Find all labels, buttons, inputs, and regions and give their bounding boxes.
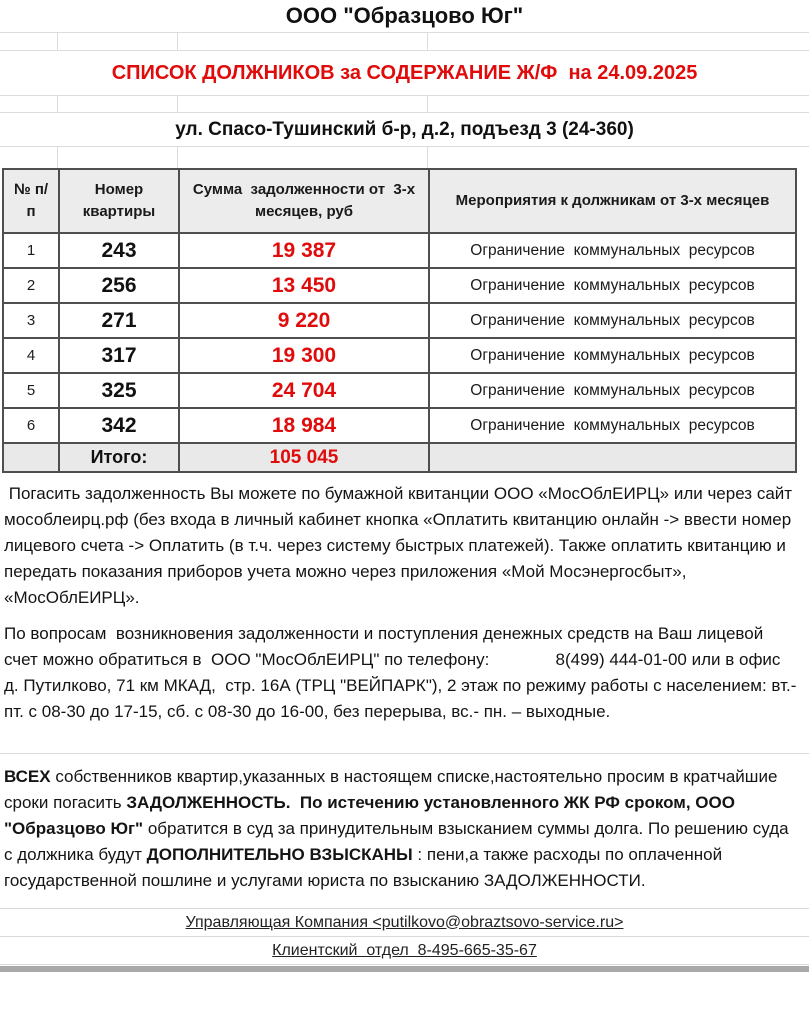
warning-text-run: собственников квартир,указанных в настоящем списке,настоятельно просим в кратчайшие сроки погасить	[4, 767, 783, 812]
apartment-number: 256	[59, 268, 179, 303]
action-text: Ограничение коммунальных ресурсов	[429, 233, 796, 268]
total-row	[3, 443, 796, 472]
table-row	[3, 408, 796, 443]
info-text-block	[0, 473, 809, 753]
apartment-number: 243	[59, 233, 179, 268]
table-header-row	[3, 169, 796, 233]
row-number: 2	[3, 268, 59, 303]
table-row	[3, 303, 796, 338]
warning-bold-run: ВСЕХ	[4, 767, 51, 786]
total-empty-cell	[429, 443, 796, 472]
debt-amount: 9 220	[179, 303, 429, 338]
action-text: Ограничение коммунальных ресурсов	[429, 268, 796, 303]
grid-spacer	[0, 33, 809, 51]
action-text: Ограничение коммунальных ресурсов	[429, 303, 796, 338]
row-number: 1	[3, 233, 59, 268]
warning-bold-run: ЗАДОЛЖЕННОСТЬ. По истечению установленного ЖК РФ сроком, ООО "Образцово Юг"	[4, 793, 740, 838]
apartment-number: 342	[59, 408, 179, 443]
col-header-num: № п/п	[3, 169, 59, 233]
footer-client-row	[0, 937, 809, 965]
warning-text-run: : пени,а также расходы по оплаченной государственной пошлине и услугами юриста по взысканию ЗАДОЛЖЕННОСТИ.	[4, 845, 727, 890]
payment-info-paragraph: Погасить задолженность Вы можете по бумажной квитанции ООО «МосОблЕИРЦ» или через сайт мособлеирц.рф (без входа в личный кабинет кнопка «Оплатить квитанцию онлайн -> ввести номер лицевого счета -> Оплатить (в т.ч. через систему быстрых платежей). Также оплатить квитанцию и передать показания приборов учета можно через приложения «Мой Мосэнергосбыт», «МосОблЕИРЦ».	[4, 484, 797, 607]
warning-text-run: обратится в суд за принудительным взысканием суммы долга. По решению суда с должника будут	[4, 819, 794, 864]
row-number: 3	[3, 303, 59, 338]
grid-spacer	[0, 147, 809, 168]
debtors-table	[2, 168, 797, 473]
warning-bold-run: ДОПОЛНИТЕЛЬНО ВЗЫСКАНЫ	[146, 845, 413, 864]
grid-spacer	[0, 96, 809, 113]
warning-paragraph	[4, 764, 797, 894]
apartment-number: 325	[59, 373, 179, 408]
total-empty-cell	[3, 443, 59, 472]
debt-amount: 13 450	[179, 268, 429, 303]
warning-text-block	[0, 754, 809, 908]
debt-amount: 19 387	[179, 233, 429, 268]
table-row	[3, 268, 796, 303]
table-row	[3, 233, 796, 268]
debtors-list-title: СПИСОК ДОЛЖНИКОВ за СОДЕРЖАНИЕ Ж/Ф на 24.09.2025	[0, 51, 809, 96]
debt-amount: 18 984	[179, 408, 429, 443]
col-header-actions: Мероприятия к должникам от 3-х месяцев	[429, 169, 796, 233]
row-number: 6	[3, 408, 59, 443]
footer-management-row	[0, 909, 809, 937]
footer-management-email: Управляющая Компания <putilkovo@obraztsovo-service.ru>	[185, 913, 624, 931]
building-address: ул. Спасо-Тушинский б-р, д.2, подъезд 3 (24-360)	[0, 113, 809, 147]
action-text: Ограничение коммунальных ресурсов	[429, 373, 796, 408]
total-debt-amount: 105 045	[179, 443, 429, 472]
apartment-number: 317	[59, 338, 179, 373]
footer-client-phone: Клиентский отдел 8-495-665-35-67	[272, 941, 537, 959]
debt-amount: 24 704	[179, 373, 429, 408]
row-number: 4	[3, 338, 59, 373]
col-header-debt: Сумма задолженности от 3-х месяцев, руб	[179, 169, 429, 233]
company-title: ООО "Образцово Юг"	[0, 0, 809, 33]
debt-amount: 19 300	[179, 338, 429, 373]
action-text: Ограничение коммунальных ресурсов	[429, 408, 796, 443]
action-text: Ограничение коммунальных ресурсов	[429, 338, 796, 373]
row-number: 5	[3, 373, 59, 408]
sheet-bottom-edge	[0, 966, 809, 972]
table-row	[3, 338, 796, 373]
total-label: Итого:	[59, 443, 179, 472]
apartment-number: 271	[59, 303, 179, 338]
table-row	[3, 373, 796, 408]
contact-info-paragraph: По вопросам возникновения задолженности и поступления денежных средств на Ваш лицевой счет можно обратиться в ООО "МосОблЕИРЦ" по телефону: 8(499) 444-01-00 или в офис д. Путилково, 71 км МКАД, стр. 16А (ТРЦ "ВЕЙПАРК"), 2 этаж по режиму работы с населением: вт.-пт. с 08-30 до 17-15, сб. с 08-30 до 16-00, без перерыва, вс.- пн. – выходные.	[4, 624, 797, 721]
col-header-apartment: Номер квартиры	[59, 169, 179, 233]
